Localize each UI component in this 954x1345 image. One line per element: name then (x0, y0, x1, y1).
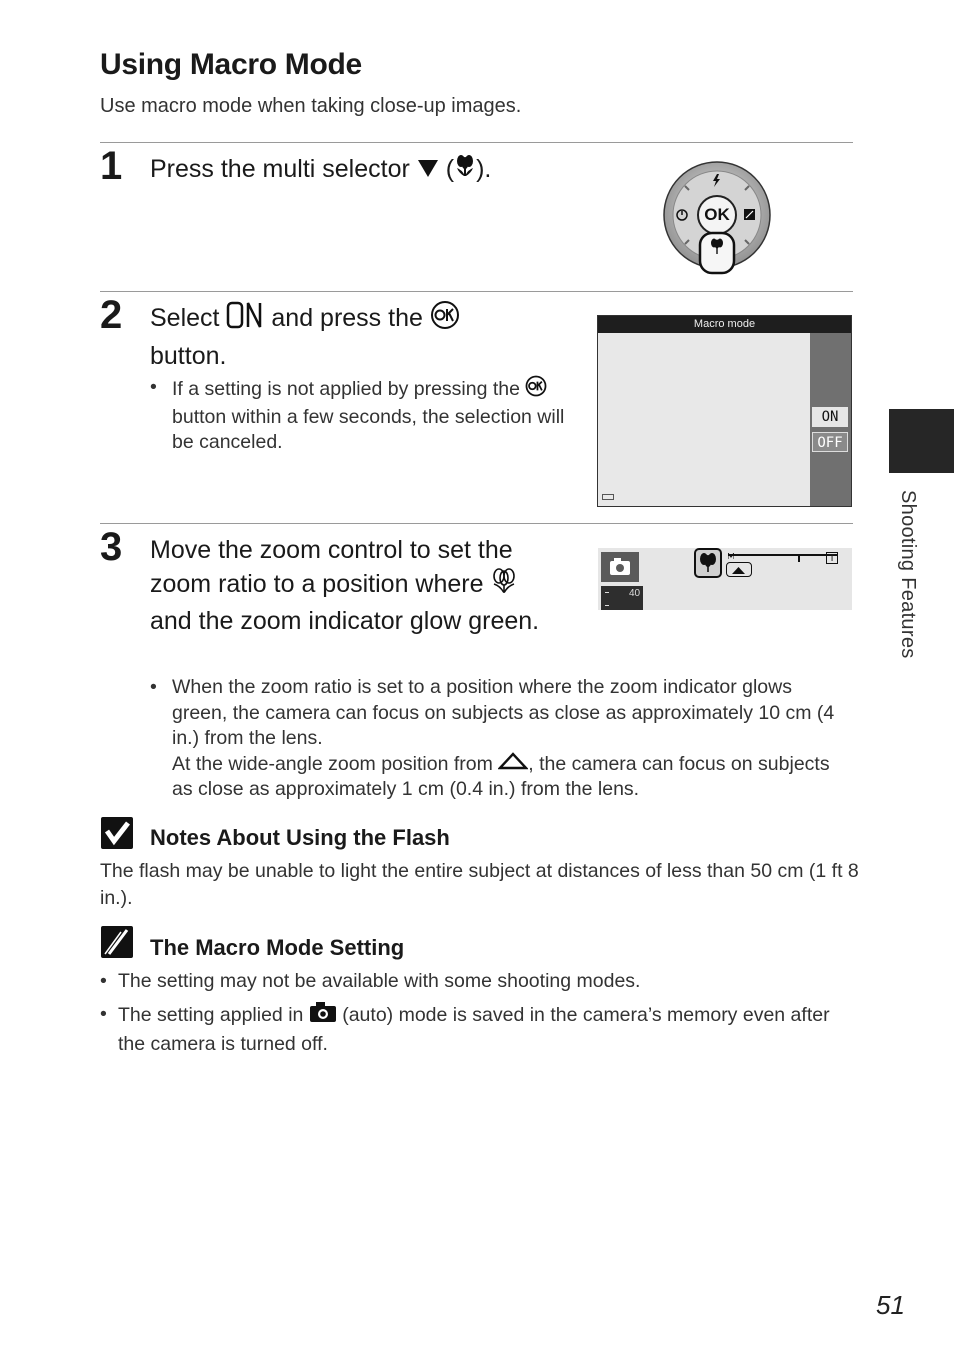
ok-button-label: OK (704, 205, 730, 224)
note-setting-bullet-1-text: The setting may not be available with some shooting modes. (118, 970, 641, 992)
multi-selector-illustration (662, 160, 772, 276)
bullet-dot: • (100, 970, 107, 992)
ok-button-icon (525, 375, 547, 405)
note-flash-body: The flash may be unable to light the entire subject at distances of less than 50 cm (1 ft 8 in.). (100, 860, 859, 909)
camera-auto-icon (309, 1001, 337, 1031)
step-3-bullet-b1: At the wide-angle zoom position from (172, 752, 493, 775)
divider (100, 523, 853, 524)
macro-outline-icon (490, 567, 518, 604)
note-setting-bullet-2 (100, 1001, 860, 1058)
step-3-number: 3 (100, 525, 123, 569)
macro-flower-icon (454, 153, 476, 187)
ok-button-icon (430, 300, 460, 339)
page-title: Using Macro Mode (100, 48, 362, 81)
triangle-down-icon (417, 153, 439, 187)
bullet-dot: • (150, 676, 157, 698)
intro-text: Use macro mode when taking close-up images. (100, 95, 522, 117)
tick-mark (605, 592, 609, 593)
zoom-bar (728, 554, 838, 556)
step-2-bullet (150, 375, 570, 456)
pencil-note-icon (101, 926, 133, 958)
step-3-text (150, 533, 565, 638)
note-flash-heading: Notes About Using the Flash (150, 825, 450, 850)
tick-mark (605, 605, 609, 606)
step-3-text-a: Move the zoom control to set the zoom ratio to a position where (150, 536, 513, 599)
wide-angle-indicator (726, 562, 752, 577)
option-panel (810, 333, 851, 506)
step-2-number: 2 (100, 293, 123, 337)
step-2-text-a: Select (150, 304, 220, 333)
zoom-bar-mark (798, 554, 800, 562)
step-1-text-a: Press the multi selector (150, 155, 410, 183)
divider (100, 142, 853, 143)
step-3-bullet-a: When the zoom ratio is set to a position where the zoom indicator glows green, the camera can focus on subjects as close as approximately 10 cm (4 in.) from the lens. (172, 676, 835, 749)
divider (100, 291, 853, 292)
caution-check-icon (101, 817, 133, 849)
step-3-bullet (150, 675, 850, 803)
note-setting-bullet-2a: The setting applied in (118, 1004, 304, 1027)
option-off: OFF (812, 432, 848, 452)
step-2-text-c: button. (150, 342, 227, 370)
exposure-count: 40 (629, 588, 641, 599)
step-2-text (150, 300, 570, 373)
step-3-bullet-b2: , the camera can focus on subjects as close as approximately 1 cm (0.4 in.) from the lens. (172, 752, 830, 801)
macro-zoom-indicator (694, 548, 722, 578)
step-3-text-b: and the zoom indicator glow green. (150, 607, 540, 635)
wide-mark (728, 552, 734, 561)
note-setting-heading: The Macro Mode Setting (150, 935, 405, 960)
bullet-dot: • (100, 1003, 107, 1025)
step-1-tail: ). (476, 155, 492, 183)
option-on: ON (812, 407, 848, 427)
wide-angle-icon (498, 752, 528, 778)
zoom-screen (598, 548, 852, 610)
macro-mode-screen (597, 315, 852, 507)
screen-header: Macro mode (598, 316, 851, 333)
chapter-label: Shooting Features (897, 490, 919, 659)
tele-mark: T (826, 552, 838, 564)
auto-mode-badge (601, 552, 639, 582)
step-2-bullet-a: If a setting is not applied by pressing the (172, 377, 520, 400)
note-setting-bullet-1 (100, 968, 860, 995)
note-setting-bullet-2b: (auto) mode is saved in the camera’s memory even after the camera is turned off. (118, 1004, 830, 1055)
step-2-bullet-b: button within a few seconds, the selection will be canceled. (172, 405, 565, 453)
bullet-dot: • (150, 376, 157, 398)
on-setting-icon (226, 301, 264, 338)
remaining-count-panel (601, 586, 643, 610)
page-number: 51 (876, 1290, 905, 1320)
battery-icon (602, 494, 614, 500)
step-2-text-b: and press the (271, 304, 423, 333)
step-1-paren: ( (445, 155, 455, 183)
step-1-text (150, 152, 570, 187)
chapter-tab (889, 409, 954, 473)
step-3-bullet-b (172, 752, 850, 803)
step-1-number: 1 (100, 144, 123, 188)
